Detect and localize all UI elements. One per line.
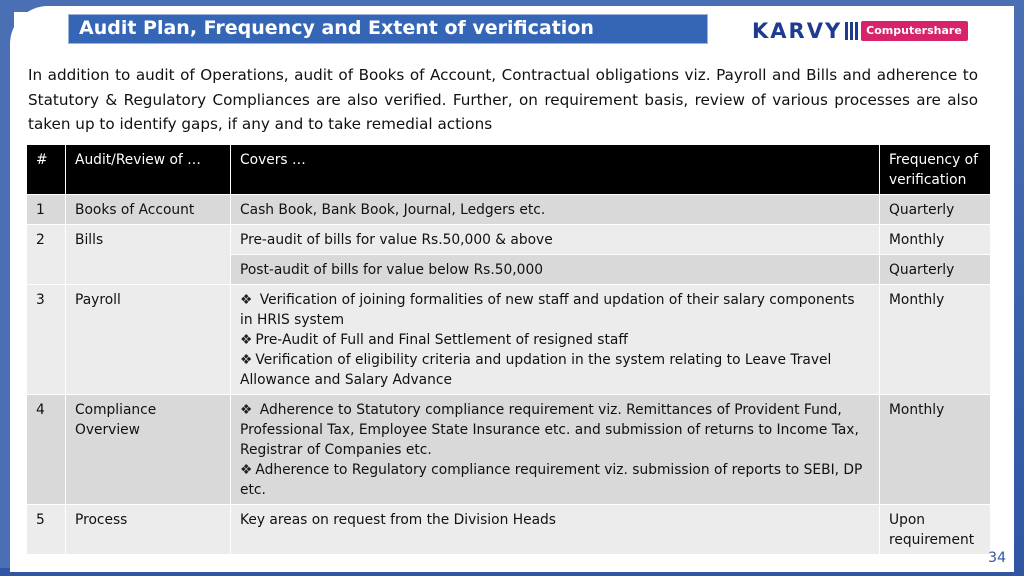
list-item — [240, 400, 870, 460]
diamond-bullet-icon: ❖ — [240, 402, 253, 418]
bullet-text: Adherence to Statutory compliance requirement viz. Remittances of Provident Fund, Professional Tax, Employee State Insurance etc. and submission of returns to Income Tax, Registrar of Companies etc. — [240, 402, 859, 458]
row-covers: Post-audit of bills for value below Rs.50,000 — [231, 255, 880, 285]
bullet-text: Pre-Audit of Full and Final Settlement of resigned staff — [255, 332, 628, 348]
row-frequency: Monthly — [880, 285, 991, 395]
diamond-bullet-icon: ❖ — [240, 462, 253, 478]
header-frequency: Frequency of verification — [880, 145, 991, 195]
row-number: 2 — [27, 225, 66, 285]
row-audit: Bills — [66, 225, 231, 285]
table-row — [27, 195, 991, 225]
list-item — [240, 330, 870, 350]
row-covers: Key areas on request from the Division Heads — [231, 505, 880, 555]
header-audit-review: Audit/Review of … — [66, 145, 231, 195]
row-frequency: Upon requirement — [880, 505, 991, 555]
row-audit: Payroll — [66, 285, 231, 395]
row-frequency: Quarterly — [880, 255, 991, 285]
row-covers — [231, 285, 880, 395]
slide-title: Audit Plan, Frequency and Extent of verification — [68, 14, 708, 44]
header-number: # — [27, 145, 66, 195]
table-row — [27, 505, 991, 555]
table-row — [27, 395, 991, 505]
row-covers — [231, 395, 880, 505]
bullet-text: Verification of eligibility criteria and updation in the system relating to Leave Travel Allowance and Salary Advance — [240, 352, 832, 388]
row-frequency: Monthly — [880, 395, 991, 505]
list-item — [240, 460, 870, 500]
bullet-text: Verification of joining formalities of new staff and updation of their salary components in HRIS system — [240, 292, 855, 328]
diamond-bullet-icon: ❖ — [240, 352, 253, 368]
company-logo — [752, 18, 968, 44]
row-number: 4 — [27, 395, 66, 505]
diamond-bullet-icon: ❖ — [240, 292, 253, 308]
list-item — [240, 290, 870, 330]
audit-plan-table — [26, 144, 991, 555]
row-audit: Compliance Overview — [66, 395, 231, 505]
slide-frame-right — [1014, 0, 1024, 576]
row-audit: Process — [66, 505, 231, 555]
diamond-bullet-icon: ❖ — [240, 332, 253, 348]
row-frequency: Quarterly — [880, 195, 991, 225]
row-covers: Cash Book, Bank Book, Journal, Ledgers etc. — [231, 195, 880, 225]
table-row — [27, 285, 991, 395]
table-header-row — [27, 145, 991, 195]
row-number: 1 — [27, 195, 66, 225]
page-number: 34 — [988, 550, 1006, 566]
row-audit: Books of Account — [66, 195, 231, 225]
logo-computershare-text: Computershare — [861, 21, 968, 41]
row-covers: Pre-audit of bills for value Rs.50,000 & above — [231, 225, 880, 255]
header-covers: Covers … — [231, 145, 880, 195]
row-frequency: Monthly — [880, 225, 991, 255]
logo-bars-icon — [845, 22, 858, 40]
row-number: 5 — [27, 505, 66, 555]
table-row — [27, 225, 991, 255]
intro-paragraph: In addition to audit of Operations, audit of Books of Account, Contractual obligations viz. Payroll and Bills and adherence to Statutory & Regulatory Compliances are also verified. Further, on requirement basis, review of various processes are also taken up to identify gaps, if any and to take remedial actions — [28, 66, 978, 133]
logo-karvy-text: KARVY — [752, 19, 843, 43]
row-number: 3 — [27, 285, 66, 395]
list-item — [240, 350, 870, 390]
bullet-text: Adherence to Regulatory compliance requirement viz. submission of reports to SEBI, DP etc. — [240, 462, 863, 498]
